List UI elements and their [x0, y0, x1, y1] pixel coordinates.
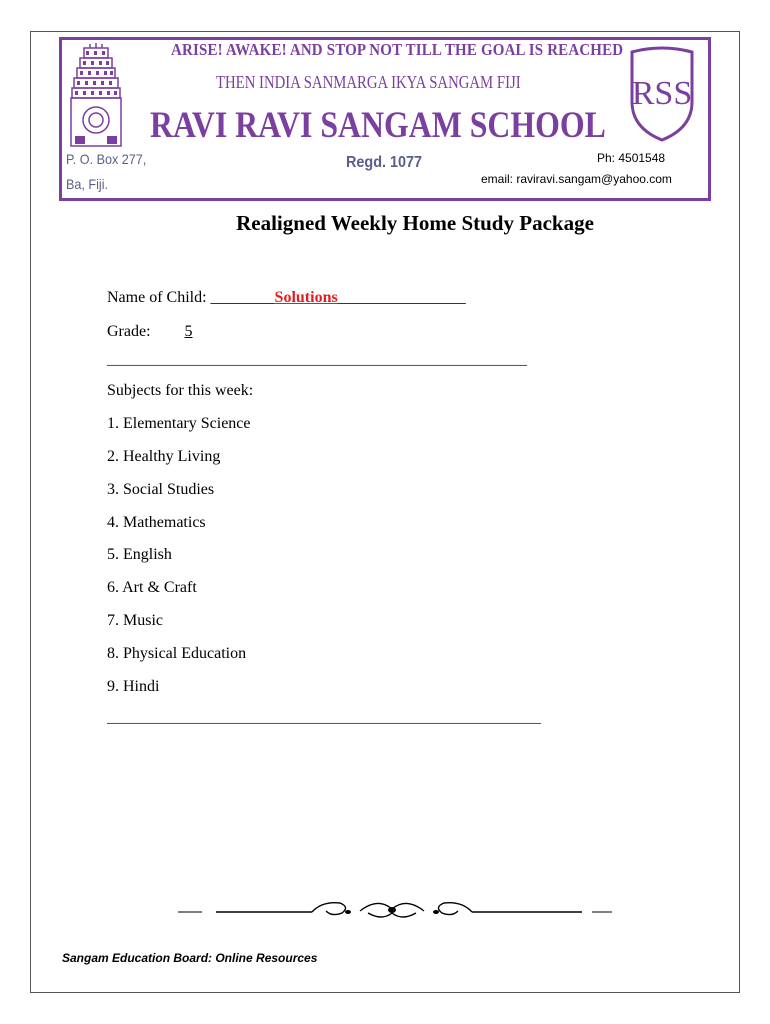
child-name-label: Name of Child:: [107, 289, 211, 306]
subject-item: 5. English: [107, 546, 172, 563]
subject-item: 6. Art & Craft: [107, 579, 197, 596]
child-name-value: Solutions: [274, 289, 338, 306]
emblem-text: RSS: [631, 75, 693, 112]
subject-item: 1. Elementary Science: [107, 415, 251, 432]
phone-number: Ph: 4501548: [597, 151, 666, 165]
subject-item: 8. Physical Education: [107, 645, 247, 662]
subject-item: 4. Mathematics: [107, 514, 206, 531]
ornamental-divider-icon: [172, 893, 616, 925]
school-name: RAVI RAVI SANGAM SCHOOL: [150, 105, 606, 146]
divider-bottom: ______________________________________________________________: [107, 711, 541, 726]
divider-top: ____________________________________________________________: [107, 353, 527, 368]
rss-shield-emblem: [626, 44, 698, 144]
registration-number: Regd. 1077: [346, 154, 423, 171]
subject-item: 3. Social Studies: [107, 481, 215, 498]
school-motto-line-1: ARISE! AWAKE! AND STOP NOT TILL THE GOAL IS REACHED: [171, 40, 624, 59]
grade-label: Grade:: [107, 323, 151, 340]
subject-item: 2. Healthy Living: [107, 448, 221, 465]
child-name-field: [107, 289, 466, 307]
grade-field: [107, 323, 193, 341]
temple-gopuram-logo: [66, 42, 126, 150]
footer-text: Sangam Education Board: Online Resources: [62, 951, 318, 965]
subjects-heading: Subjects for this week:: [107, 382, 254, 399]
school-motto-line-2: THEN INDIA SANMARGA IKYA SANGAM FIJI: [216, 72, 521, 92]
subject-item: 7. Music: [107, 612, 163, 629]
blank-line: ________________: [337, 289, 466, 306]
subject-item: 9. Hindi: [107, 678, 160, 695]
blank-line: ________: [210, 289, 275, 306]
grade-value: 5: [184, 323, 193, 340]
town: Ba, Fiji.: [66, 176, 109, 192]
email-address: email: raviravi.sangam@yahoo.com: [481, 172, 672, 186]
page-title: Realigned Weekly Home Study Package: [236, 211, 594, 235]
po-box: P. O. Box 277,: [66, 151, 147, 167]
